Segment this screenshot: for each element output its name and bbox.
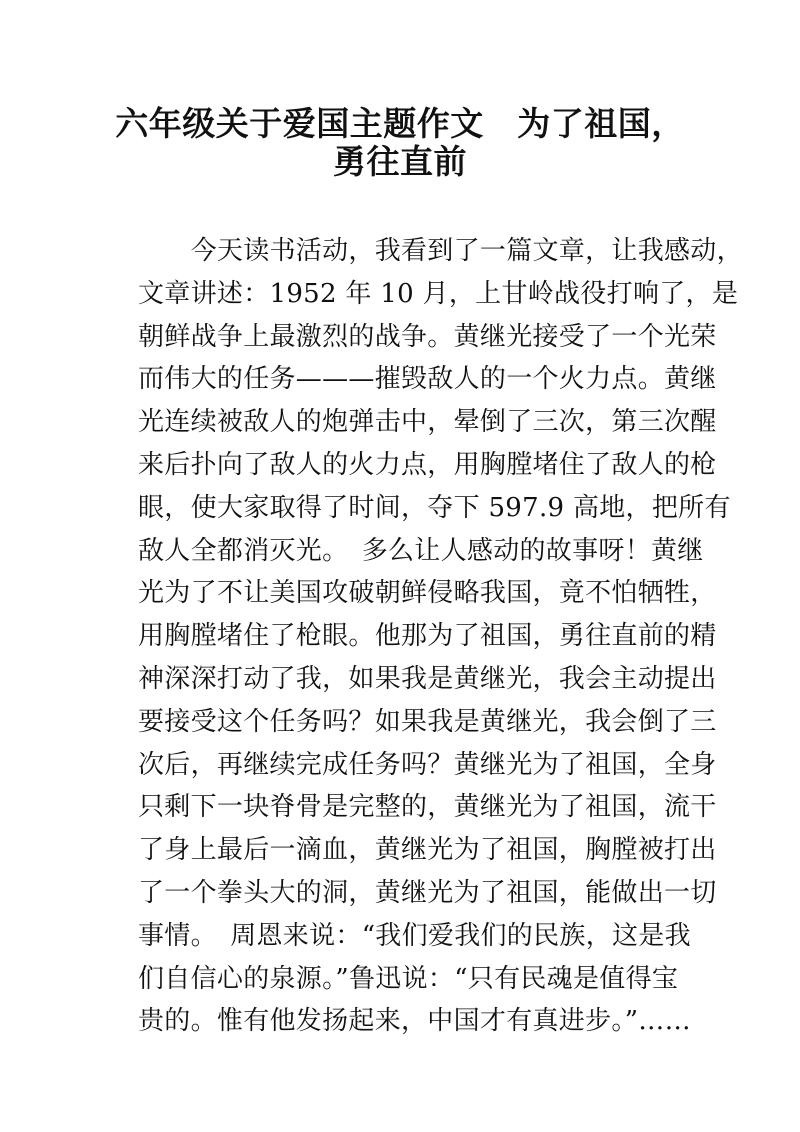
body-line: 朝鲜战争上最激烈的战争。黄继光接受了一个光荣 [138,321,717,352]
body-line: 了身上最后一滴血，黄继光为了祖国，胸膛被打出 [138,835,717,866]
body-line: 次后，再继续完成任务吗？黄继光为了祖国，全身 [138,749,717,780]
body-line: 用胸膛堵住了枪眼。他那为了祖国，勇往直前的精 [138,621,717,652]
body-line: 光连续被敌人的炮弹击中，晕倒了三次，第三次醒 [138,407,717,438]
body-line: 事情。 周恩来说：“我们爱我们的民族，这是我 [138,920,691,951]
body-line: 了一个拳头大的洞，黄继光为了祖国，能做出一切 [138,877,717,908]
document-title-line-1: 六年级关于爱国主题作文 为了祖国， [115,104,685,143]
body-line: 今天读书活动，我看到了一篇文章，让我感动， [138,236,743,266]
body-line: 文章讲述：1952 年 10 月，上甘岭战役打响了，是 [138,278,739,309]
document-body [138,230,743,1043]
body-line: 敌人全都消灭光。 多么让人感动的故事呀！黄继 [138,535,704,566]
body-line: 来后扑向了敌人的火力点，用胸膛堵住了敌人的枪 [138,449,717,480]
body-line: 要接受这个任务吗？如果我是黄继光，我会倒了三 [138,706,717,737]
body-line: 眼，使大家取得了时间，夺下 597.9 高地，把所有 [138,492,731,523]
body-line: 们自信心的泉源。”鲁迅说：“只有民魂是值得宝 [138,963,679,994]
body-line: 光为了不让美国攻破朝鲜侵略我国，竟不怕牺牲， [138,578,717,609]
body-line: 只剩下一块脊骨是完整的，黄继光为了祖国，流干 [138,792,717,823]
body-line: 贵的。惟有他发扬起来，中国才有真进步。”…… [138,1006,691,1037]
body-line: 神深深打动了我，如果我是黄继光，我会主动提出 [138,663,717,694]
body-line: 而伟大的任务———摧毁敌人的一个火力点。黄继 [138,364,717,395]
document-title-line-2: 勇往直前 [333,142,467,181]
